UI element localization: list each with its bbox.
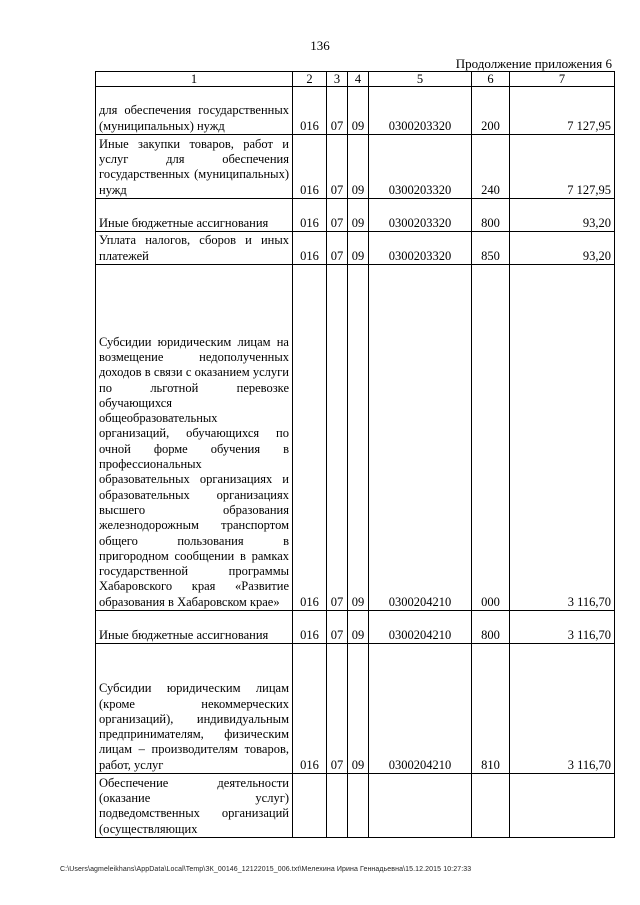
ministry-code: 016 xyxy=(293,135,327,199)
table-row xyxy=(96,611,615,644)
column-header: 6 xyxy=(472,72,510,87)
continuation-caption: Продолжение приложения 6 xyxy=(455,56,612,71)
amount xyxy=(510,774,615,838)
row-name: Обеспечение деятельности (оказание услуг) подведомственных организаций (осуществляющих xyxy=(96,774,293,838)
table-row xyxy=(96,232,615,265)
row-name: Субсидии юридическим лицам (кроме некоммерческих организаций), индивидуальным предпринимателям, физическим лицам – производителям товаров, работ, услуг xyxy=(96,644,293,774)
target-code: 0300203320 xyxy=(369,199,472,232)
target-code: 0300204210 xyxy=(369,265,472,611)
ministry-code: 016 xyxy=(293,644,327,774)
amount: 93,20 xyxy=(510,199,615,232)
section-code xyxy=(327,774,348,838)
expense-type-code: 810 xyxy=(472,644,510,774)
subsection-code xyxy=(348,774,369,838)
subsection-code: 09 xyxy=(348,265,369,611)
table-row xyxy=(96,265,615,611)
row-name: Иные бюджетные ассигнования xyxy=(96,199,293,232)
amount: 3 116,70 xyxy=(510,611,615,644)
expense-type-code: 200 xyxy=(472,87,510,135)
subsection-code: 09 xyxy=(348,644,369,774)
table-row xyxy=(96,135,615,199)
section-code: 07 xyxy=(327,87,348,135)
column-header: 4 xyxy=(348,72,369,87)
subsection-code: 09 xyxy=(348,232,369,265)
table-row xyxy=(96,87,615,135)
ministry-code: 016 xyxy=(293,87,327,135)
expense-type-code xyxy=(472,774,510,838)
target-code: 0300203320 xyxy=(369,232,472,265)
target-code: 0300204210 xyxy=(369,644,472,774)
row-name: Уплата налогов, сборов и иных платежей xyxy=(96,232,293,265)
section-code: 07 xyxy=(327,135,348,199)
expense-type-code: 800 xyxy=(472,199,510,232)
column-header: 1 xyxy=(96,72,293,87)
column-header: 3 xyxy=(327,72,348,87)
section-code: 07 xyxy=(327,199,348,232)
row-name: Иные закупки товаров, работ и услуг для обеспечения государственных (муниципальных) нужд xyxy=(96,135,293,199)
subsection-code: 09 xyxy=(348,135,369,199)
amount: 3 116,70 xyxy=(510,265,615,611)
header-row xyxy=(96,72,615,87)
amount: 7 127,95 xyxy=(510,87,615,135)
row-name: Субсидии юридическим лицам на возмещение недополученных доходов в связи с оказанием услуги по льготной перевозке обучающихся общеобразовательных организаций, обучающихся по очной форме обучения в профессиональных образовательных организациях и образовательных организациях высшего образования железнодорожным транспортом общего пользования в пригородном сообщении в рамках государственной программы Хабаровского края «Развитие образования в Хабаровском крае» xyxy=(96,265,293,611)
budget-table xyxy=(95,71,615,838)
amount: 93,20 xyxy=(510,232,615,265)
expense-type-code: 800 xyxy=(472,611,510,644)
ministry-code xyxy=(293,774,327,838)
file-path-footer: C:\Users\agmeleikhans\AppData\Local\Temp\ЗК_00146_12122015_006.txt\Мелехина Ирина Геннадьевна\15.12.2015 10:27:33 xyxy=(60,866,472,873)
amount: 3 116,70 xyxy=(510,644,615,774)
row-name: Иные бюджетные ассигнования xyxy=(96,611,293,644)
expense-type-code: 850 xyxy=(472,232,510,265)
ministry-code: 016 xyxy=(293,232,327,265)
table-row xyxy=(96,644,615,774)
ministry-code: 016 xyxy=(293,265,327,611)
target-code: 0300203320 xyxy=(369,135,472,199)
ministry-code: 016 xyxy=(293,199,327,232)
target-code: 0300204210 xyxy=(369,611,472,644)
column-header: 7 xyxy=(510,72,615,87)
table-row xyxy=(96,199,615,232)
page-number: 136 xyxy=(310,38,330,53)
row-name: для обеспечения государственных (муниципальных) нужд xyxy=(96,87,293,135)
section-code: 07 xyxy=(327,611,348,644)
column-header: 5 xyxy=(369,72,472,87)
subsection-code: 09 xyxy=(348,199,369,232)
subsection-code: 09 xyxy=(348,611,369,644)
column-header: 2 xyxy=(293,72,327,87)
section-code: 07 xyxy=(327,644,348,774)
target-code xyxy=(369,774,472,838)
section-code: 07 xyxy=(327,232,348,265)
table-row xyxy=(96,774,615,838)
amount: 7 127,95 xyxy=(510,135,615,199)
section-code: 07 xyxy=(327,265,348,611)
ministry-code: 016 xyxy=(293,611,327,644)
expense-type-code: 240 xyxy=(472,135,510,199)
expense-type-code: 000 xyxy=(472,265,510,611)
target-code: 0300203320 xyxy=(369,87,472,135)
subsection-code: 09 xyxy=(348,87,369,135)
